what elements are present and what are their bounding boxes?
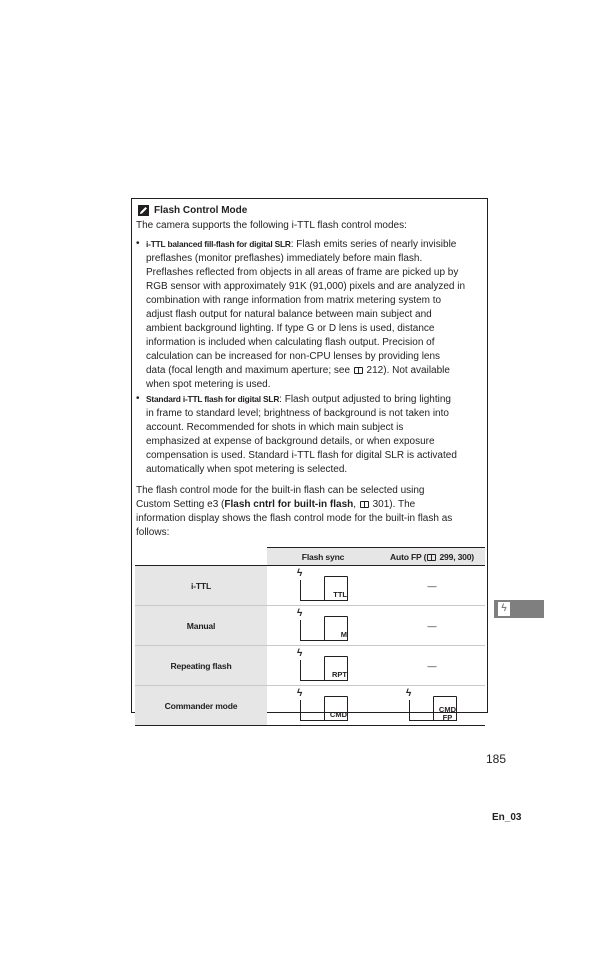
flash-bolt-icon: ϟ: [297, 688, 303, 699]
table-row: [135, 566, 485, 606]
pencil-icon: [138, 205, 149, 216]
table-corner: [135, 548, 267, 566]
mode-label: Repeating flash: [135, 646, 267, 686]
term: i-TTL balanced fill-flash for digital SLR: [146, 239, 291, 249]
page-ref-icon: [427, 554, 436, 561]
table-row: [135, 646, 485, 686]
page-ref-icon: [360, 501, 369, 508]
bullet-dot: •: [136, 393, 140, 404]
auto-fp-cell: [379, 606, 485, 646]
lcd-indicator: [296, 569, 350, 602]
flash-sync-cell: [267, 566, 379, 606]
dash: —: [427, 620, 437, 631]
auto-fp-cell: [379, 566, 485, 606]
lcd-text: CMD FP: [438, 705, 456, 722]
lcd-text: RPT: [332, 670, 347, 679]
flash-bolt-icon: ϟ: [297, 568, 303, 579]
menu-item-name: Flash cntrl for built-in flash: [224, 499, 354, 510]
flash-icon: ϟ: [498, 602, 510, 616]
note-title: Flash Control Mode: [154, 204, 248, 216]
chapter-tab: [494, 600, 544, 618]
mode-label: i-TTL: [135, 566, 267, 606]
auto-fp-cell: [379, 646, 485, 686]
flash-sync-cell: [267, 646, 379, 686]
dash: —: [427, 660, 437, 671]
lcd-text: TTL: [333, 590, 347, 599]
term: Standard i-TTL flash for digital SLR: [146, 394, 280, 404]
note-header: [138, 203, 247, 217]
col-header-flash-sync: Flash sync: [267, 548, 379, 566]
flash-sync-cell: [267, 686, 379, 726]
language-code: En_03: [492, 812, 522, 823]
intro-text: The camera supports the following i-TTL flash control modes:: [136, 220, 407, 231]
mode-label: Commander mode: [135, 686, 267, 726]
flash-sync-cell: [267, 606, 379, 646]
ref-line: data (focal length and maximum aperture; see 212). Not available: [146, 365, 450, 376]
lcd-text: CMD: [329, 710, 347, 719]
lcd-indicator: [405, 689, 459, 722]
lcd-text: M: [340, 630, 347, 639]
table-row: [135, 686, 485, 726]
lcd-indicator: [296, 689, 350, 722]
table-row: [135, 606, 485, 646]
built-in-flash-paragraph: The flash control mode for the built-in flash can be selected using Custom Setting e3 (Flash cntrl for built-in flash, 301). The information display shows the flash control mode for the built-in flash as follows:: [136, 485, 453, 538]
note-box: [131, 198, 488, 722]
list-item: • Standard i-TTL flash for digital SLR: Flash output adjusted to bring lighting in frame to standard level; brightness of background is not taken into account. Recommended for shots in which main subject is emphasized at expense of background details, or when exposure compensation is used. Standard i-TTL flash for digital SLR is activated automatically when spot metering is selected.: [136, 393, 457, 475]
flash-mode-list: [136, 237, 486, 477]
lcd-indicator: [296, 649, 350, 682]
flash-bolt-icon: ϟ: [297, 608, 303, 619]
auto-fp-cell: [379, 686, 485, 726]
flash-bolt-icon: ϟ: [406, 688, 412, 699]
list-item: • i-TTL balanced fill-flash for digital SLR: Flash emits series of nearly invisible preflashes (monitor preflashes) immediately before main flash. Preflashes reflected from objects in all areas of frame are picked up by RGB sensor with approximately 91K (91,000) pixels and are analyzed in combination with range information from matrix metering system to adjust flash output for natural balance between main subject and ambient background lighting. If type G or D lens is used, distance information is included when calculating flash output. Precision of calculation can be increased for non-CPU lenses by providing lens data (focal length and maximum aperture; see 212). Not available when spot metering is used.: [136, 237, 486, 392]
mode-label: Manual: [135, 606, 267, 646]
flash-bolt-icon: ϟ: [297, 648, 303, 659]
page-number: 185: [486, 752, 507, 766]
col-header-auto-fp: Auto FP ( 299, 300): [379, 548, 485, 566]
dash: —: [427, 580, 437, 591]
page-ref-icon: [354, 367, 363, 374]
flash-mode-table: [135, 547, 485, 726]
bullet-dot: •: [136, 238, 140, 249]
lcd-indicator: [296, 609, 350, 642]
